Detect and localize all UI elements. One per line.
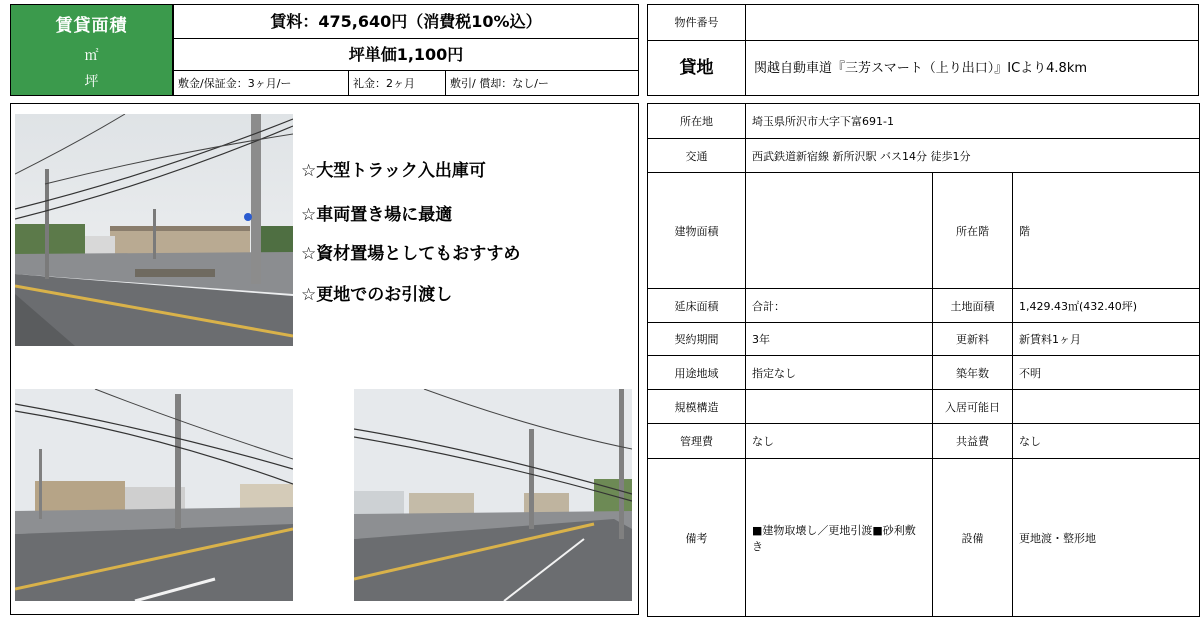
zoning-value: 指定なし [746,356,933,390]
zoning-label: 用途地域 [648,356,746,390]
move-in-label: 入居可能日 [933,390,1013,424]
property-id-label: 物件番号 [648,5,746,41]
deposit-fee: 敷金/保証金：3ヶ月/ー [174,71,349,96]
management-fee-label: 管理費 [648,424,746,459]
property-id-box [647,4,1199,96]
feature-item: ☆更地でのお引渡し [301,285,453,305]
renewal-value: 新賃料1ヶ月 [1013,323,1200,356]
management-fee-value: なし [746,424,933,459]
property-type-label: 貸地 [648,41,746,96]
building-age-value: 不明 [1013,356,1200,390]
land-area-label: 土地面積 [933,289,1013,323]
access-value: 西武鉄道新宿線 新所沢駅 バス14分 徒歩1分 [746,139,1200,173]
unit-price: 坪単価1,100円 [174,39,638,71]
contract-label: 契約期間 [648,323,746,356]
building-area-value [746,173,933,289]
structure-label: 規模構造 [648,390,746,424]
property-type-value: 関越自動車道『三芳スマート（上り出口）』ICより4.8km [754,61,1088,76]
common-fee-label: 共益費 [933,424,1013,459]
contract-value: 3年 [746,323,933,356]
remarks-label: 備考 [648,459,746,617]
feature-item: ☆大型トラック入出庫可 [301,161,486,181]
equipment-label: 設備 [933,459,1013,617]
area-m2-unit: ㎡ [84,48,99,64]
equipment-value: 更地渡・整形地 [1013,459,1200,617]
total-floor-value: 合計： [746,289,933,323]
access-label: 交通 [648,139,746,173]
shikibiki-fee: 敷引/ 償却：なし/ー [450,77,549,90]
floor-value: 階 [1013,173,1200,289]
area-title: 賃貸面積 [55,16,128,36]
feature-item: ☆資材置場としてもおすすめ [301,244,521,264]
key-money: 礼金：2ヶ月 [349,71,446,96]
feature-item: ☆車両置き場に最適 [301,205,453,225]
location-label: 所在地 [648,104,746,139]
remarks-value: ■建物取壊し／更地引渡■砂利敷き [746,459,933,617]
site-photo-2 [15,389,293,601]
floor-label: 所在階 [933,173,1013,289]
location-value: 埼玉県所沢市大字下富691-1 [746,104,1200,139]
area-header-box [10,4,173,96]
land-area-value: 1,429.43㎡(432.40坪) [1013,289,1200,323]
site-photo-3 [354,389,632,601]
renewal-label: 更新料 [933,323,1013,356]
move-in-value [1013,390,1200,424]
total-floor-label: 延床面積 [648,289,746,323]
area-tsubo-unit: 坪 [84,74,99,90]
common-fee-value: なし [1013,424,1200,459]
building-area-label: 建物面積 [648,173,746,289]
property-id-value [746,5,1198,41]
photo-panel [10,103,639,615]
main-photo [15,114,293,346]
structure-value [746,390,933,424]
rent-box [173,4,639,96]
building-age-label: 築年数 [933,356,1013,390]
rent-amount: 賃料：475,640円（消費税10%込） [174,5,638,39]
property-details-table [647,103,1200,617]
